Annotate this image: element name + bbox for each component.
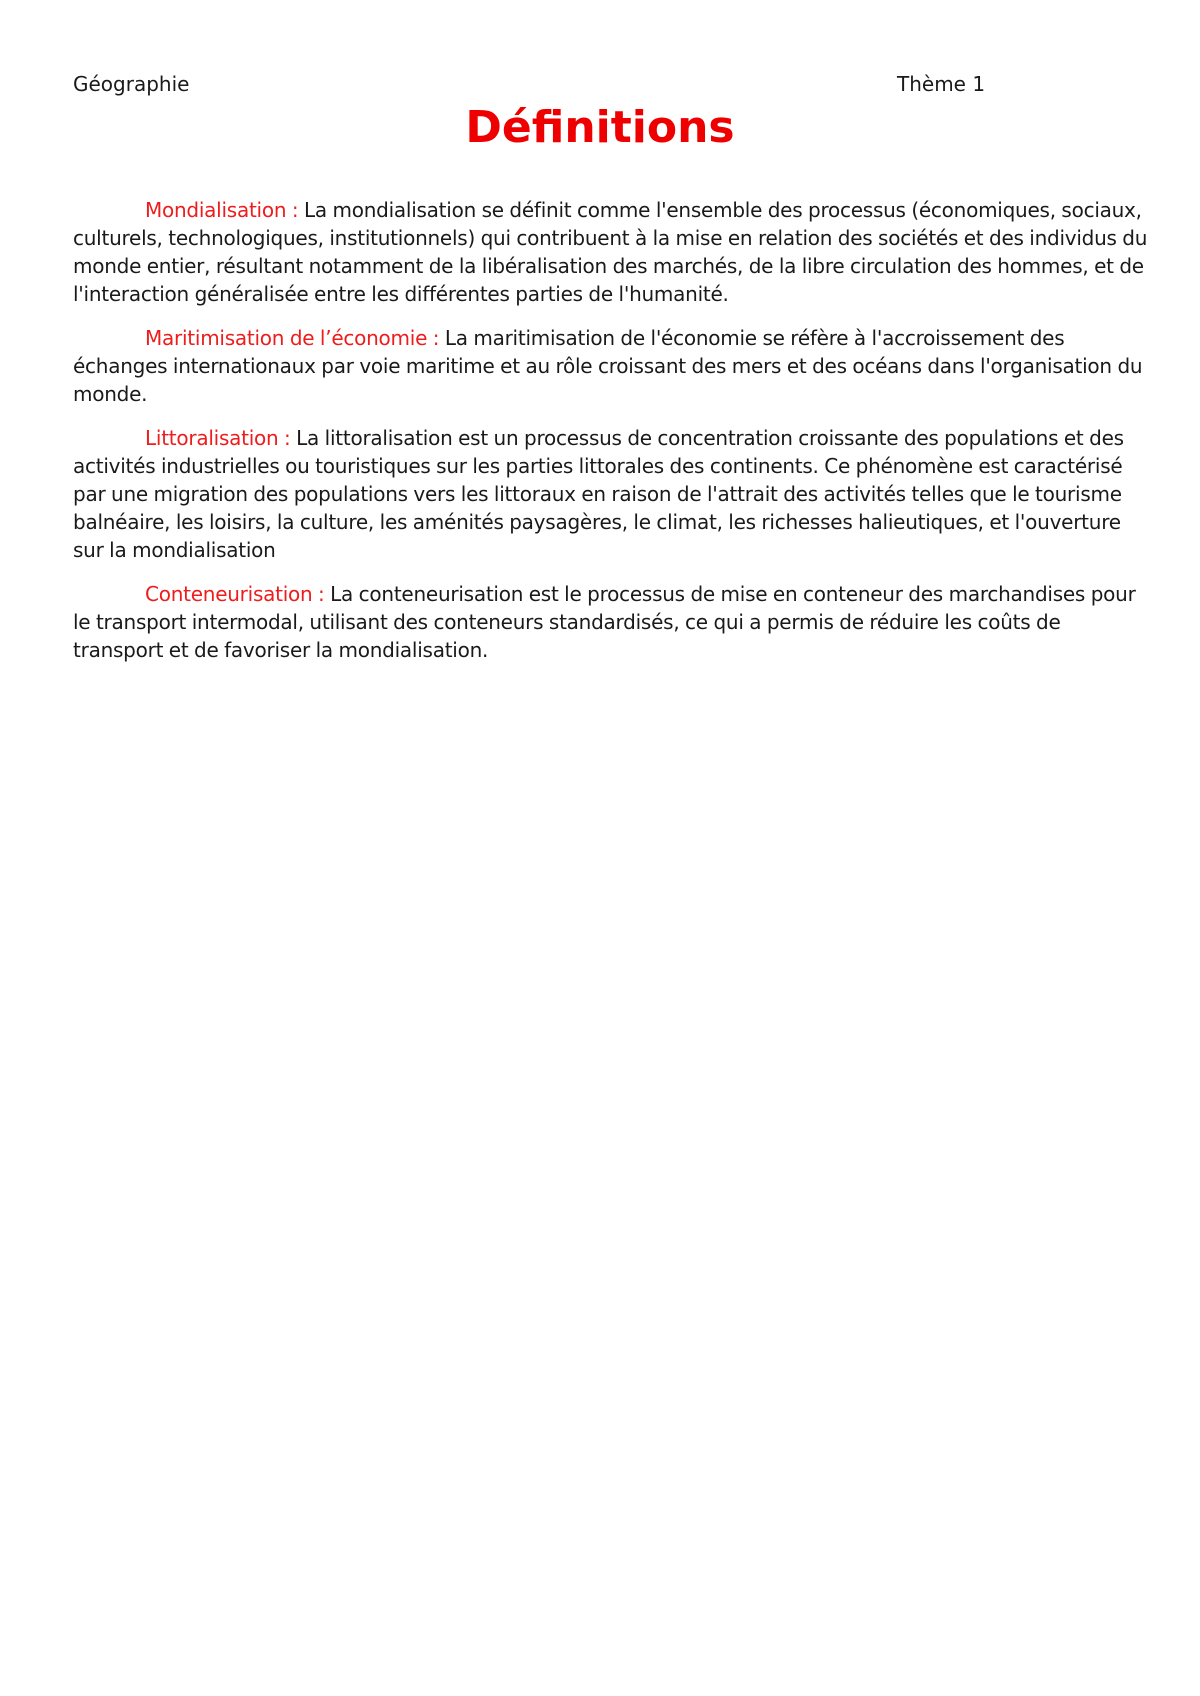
definition-term: Conteneurisation :: [145, 582, 331, 606]
definition-mondialisation: [73, 196, 1148, 308]
theme-label: Thème 1: [897, 72, 986, 96]
definition-term: Mondialisation :: [145, 198, 304, 222]
definition-term: Maritimisation de l’économie :: [145, 326, 445, 350]
definition-littoralisation: [73, 424, 1148, 564]
definition-term: Littoralisation :: [145, 426, 297, 450]
definition-text: La conteneurisation est le processus de mise en conteneur des marchandises pour le transport intermodal, utilisant des conteneurs standardisés, ce qui a permis de réduire les coûts de transport et de favoriser la mondialisation.: [73, 582, 1136, 662]
definition-text: La mondialisation se définit comme l'ensemble des processus (économiques, sociaux, culturels, technologiques, institutionnels) qui contribuent à la mise en relation des sociétés et des individus du monde entier, résultant notamment de la libéralisation des marchés, de la libre circulation des hommes, et de l'interaction généralisée entre les différentes parties de l'humanité.: [73, 198, 1148, 306]
subject-label: Géographie: [73, 72, 190, 96]
definition-text: La maritimisation de l'économie se réfère à l'accroissement des échanges internationaux par voie maritime et au rôle croissant des mers et des océans dans l'organisation du monde.: [73, 326, 1143, 406]
definition-conteneurisation: [73, 580, 1148, 664]
definition-maritimisation: [73, 324, 1148, 408]
definitions-list: [73, 196, 1148, 680]
page-title: Définitions: [465, 102, 735, 153]
definition-text: La littoralisation est un processus de concentration croissante des populations et des activités industrielles ou touristiques sur les parties littorales des continents. Ce phénomène est caractérisé par une migration des populations vers les littoraux en raison de l'attrait des activités telles que le tourisme balnéaire, les loisirs, la culture, les aménités paysagères, le climat, les richesses halieutiques, et l'ouverture sur la mondialisation: [73, 426, 1124, 562]
